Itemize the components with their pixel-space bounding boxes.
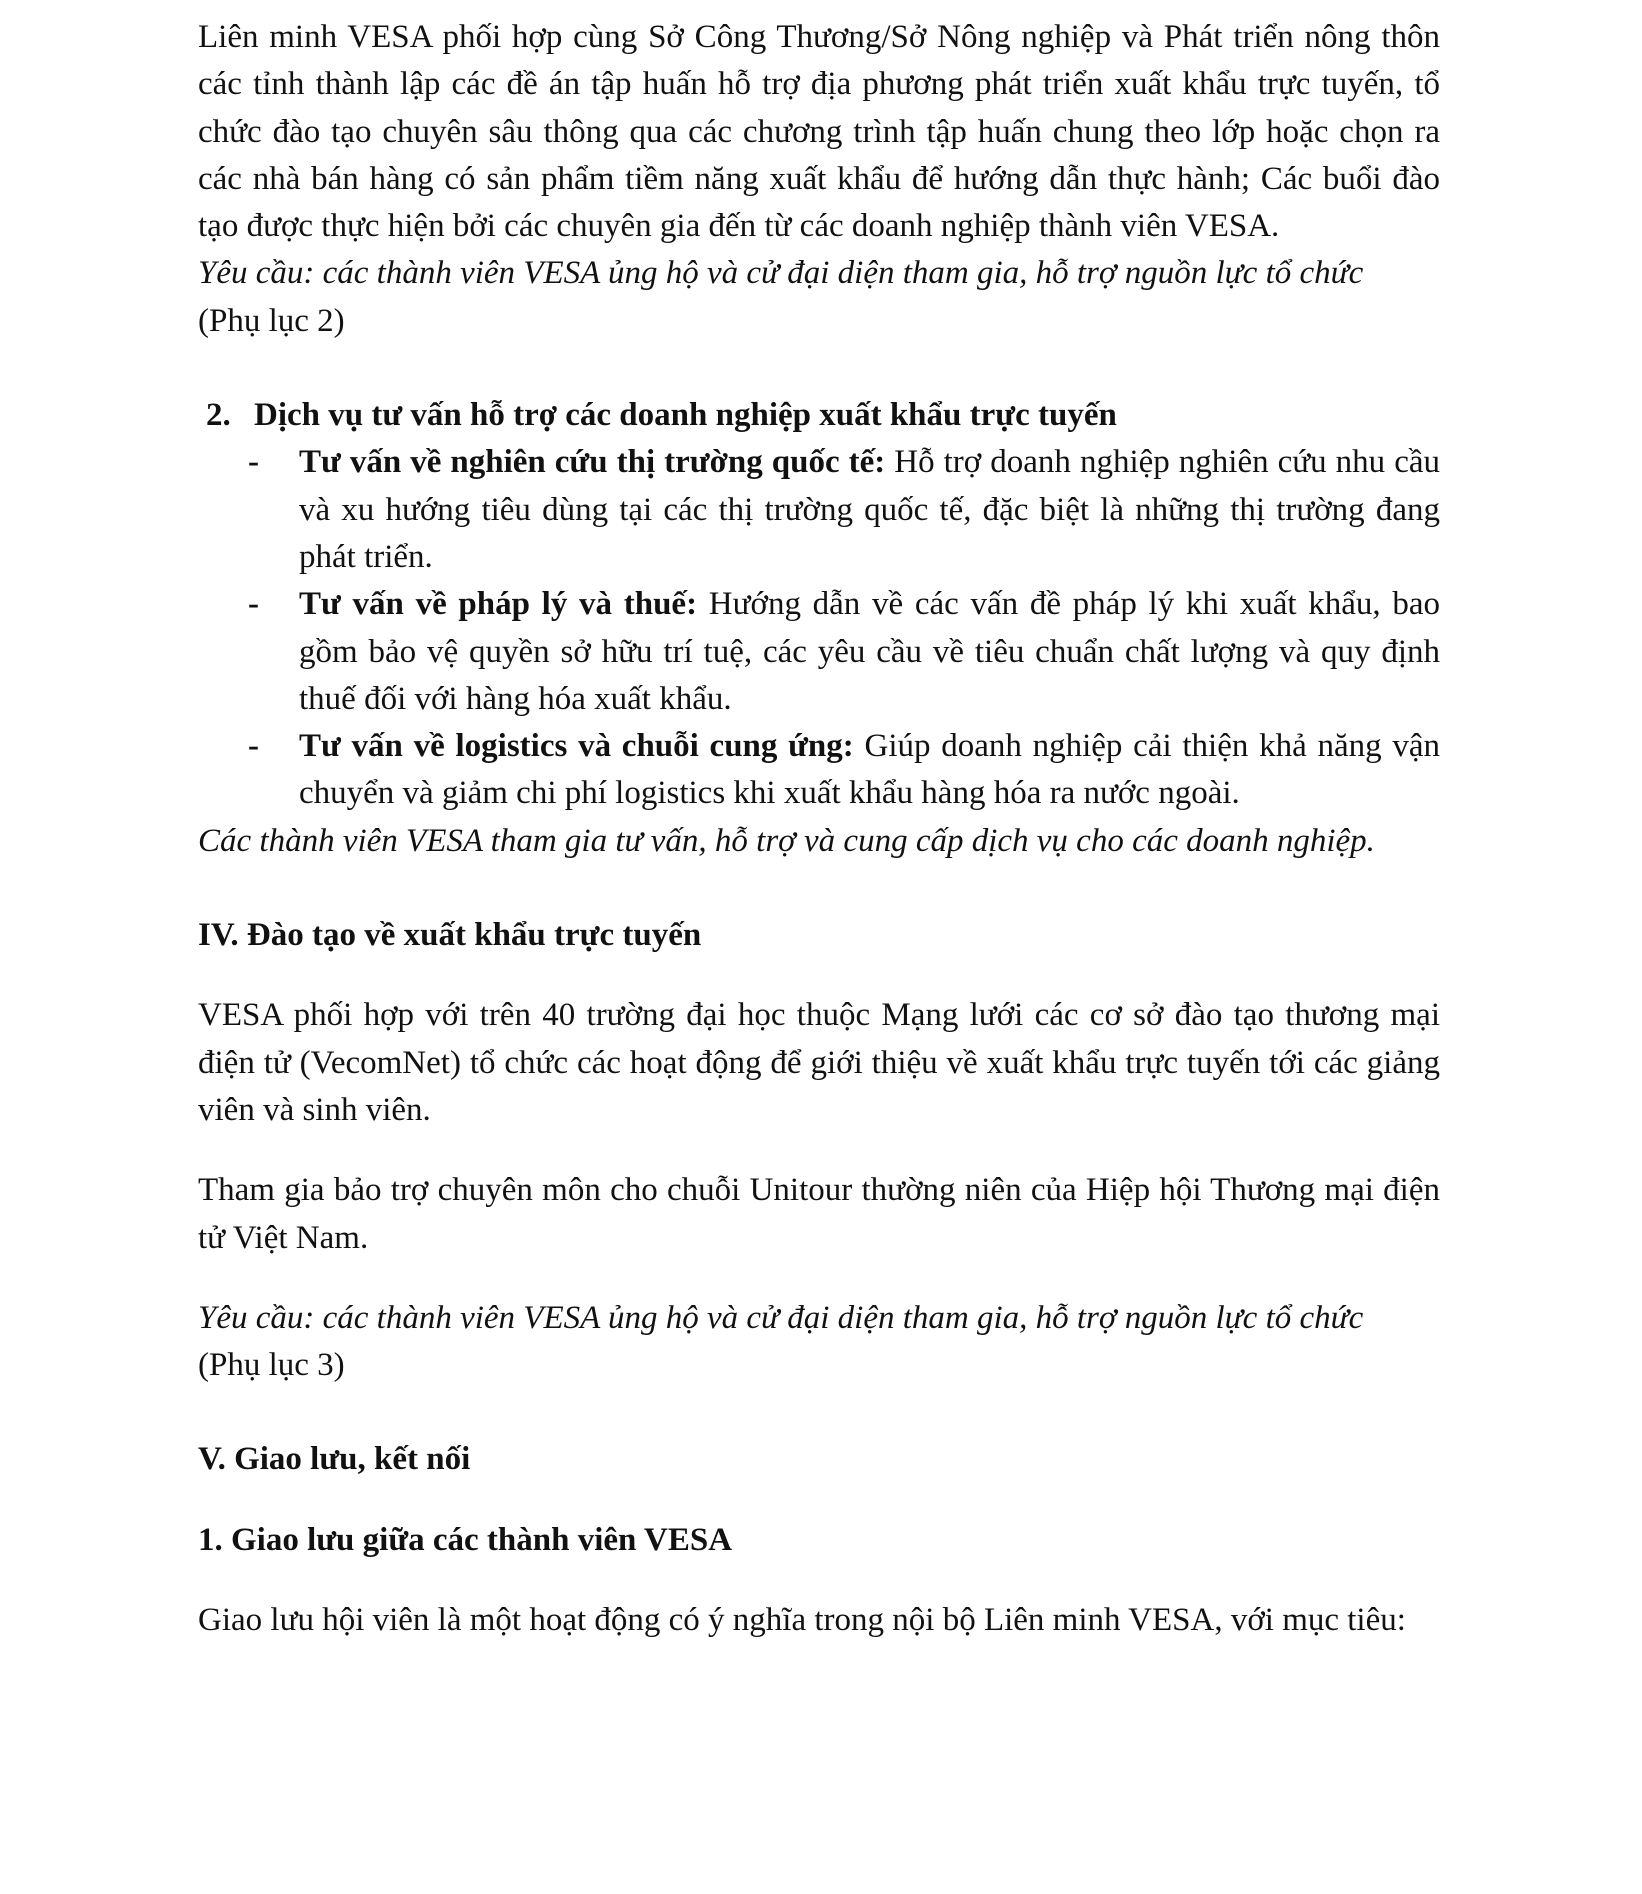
document-page [198, 14, 1440, 1644]
training-paragraph-1: VESA phối hợp với trên 40 trường đại học thuộc Mạng lưới các cơ sở đào tạo thương mại điện tử (VecomNet) tổ chức các hoạt động để giới thiệu về xuất khẩu trực tuyến tới các giảng viên và sinh viên. [198, 997, 1440, 1128]
exchange-paragraph: Giao lưu hội viên là một hoạt động có ý nghĩa trong nội bộ Liên minh VESA, với mục tiêu: [198, 1602, 1406, 1639]
exchange-subheading: 1. Giao lưu giữa các thành viên VESA [198, 1521, 733, 1558]
consulting-item-title: Tư vấn về nghiên cứu thị trường quốc tế: [299, 444, 886, 481]
exchange-heading: V. Giao lưu, kết nối [198, 1441, 471, 1478]
consulting-item-logistics [198, 723, 1440, 818]
consulting-item-title: Tư vấn về logistics và chuỗi cung ứng: [299, 728, 854, 765]
consulting-list [198, 439, 1440, 817]
spacer [198, 1134, 1440, 1167]
consulting-item-legal [198, 581, 1440, 723]
spacer [198, 345, 1440, 392]
training-paragraph-2: Tham gia bảo trợ chuyên môn cho chuỗi Unitour thường niên của Hiệp hội Thương mại điện tử Việt Nam. [198, 1172, 1440, 1256]
consulting-heading-text: Dịch vụ tư vấn hỗ trợ các doanh nghiệp xuất khẩu trực tuyến [254, 397, 1117, 434]
intro-requirement: Yêu cầu: các thành viên VESA ủng hộ và cử đại diện tham gia, hỗ trợ nguồn lực tổ chức [198, 255, 1364, 292]
intro-paragraph: Liên minh VESA phối hợp cùng Sở Công Thương/Sở Nông nghiệp và Phát triển nông thôn các tỉnh thành lập các đề án tập huấn hỗ trợ địa phương phát triển xuất khẩu trực tuyến, tổ chức đào tạo chuyên sâu thông qua các chương trình tập huấn chung theo lớp hoặc chọn ra các nhà bán hàng có sản phẩm tiềm năng xuất khẩu để hướng dẫn thực hành; Các buổi đào tạo được thực hiện bởi các chuyên gia đến từ các doanh nghiệp thành viên VESA. [198, 19, 1440, 245]
training-appendix: (Phụ lục 3) [198, 1347, 345, 1384]
consulting-item-market [198, 439, 1440, 581]
consulting-item-title: Tư vấn về pháp lý và thuế: [299, 586, 698, 623]
consulting-heading [198, 392, 1440, 439]
training-heading: IV. Đào tạo về xuất khẩu trực tuyến [198, 917, 702, 954]
dash-bullet: - [248, 586, 259, 623]
training-requirement: Yêu cầu: các thành viên VESA ủng hộ và cử đại diện tham gia, hỗ trợ nguồn lực tổ chức [198, 1299, 1364, 1336]
dash-bullet: - [248, 728, 259, 765]
consulting-item-text: Giúp doanh nghiệp cải thiện khả năng vận chuyển và giảm chi phí logistics khi xuất khẩu hàng hóa ra nước ngoài. [299, 728, 1440, 812]
spacer [198, 1484, 1440, 1517]
spacer [198, 1564, 1440, 1597]
consulting-heading-number: 2. [206, 397, 231, 434]
spacer [198, 865, 1440, 912]
consulting-item-text: Hướng dẫn về các vấn đề pháp lý khi xuất khẩu, bao gồm bảo vệ quyền sở hữu trí tuệ, các yêu cầu về tiêu chuẩn chất lượng và quy định thuế đối với hàng hóa xuất khẩu. [299, 586, 1441, 717]
intro-appendix: (Phụ lục 2) [198, 302, 345, 339]
consulting-item-text: Hỗ trợ doanh nghiệp nghiên cứu nhu cầu và xu hướng tiêu dùng tại các thị trường quốc tế, đặc biệt là những thị trường đang phát triển. [299, 444, 1440, 575]
spacer [198, 1262, 1440, 1295]
spacer [198, 1389, 1440, 1436]
dash-bullet: - [248, 444, 259, 481]
consulting-note: Các thành viên VESA tham gia tư vấn, hỗ trợ và cung cấp dịch vụ cho các doanh nghiệp. [198, 822, 1375, 859]
spacer [198, 959, 1440, 992]
